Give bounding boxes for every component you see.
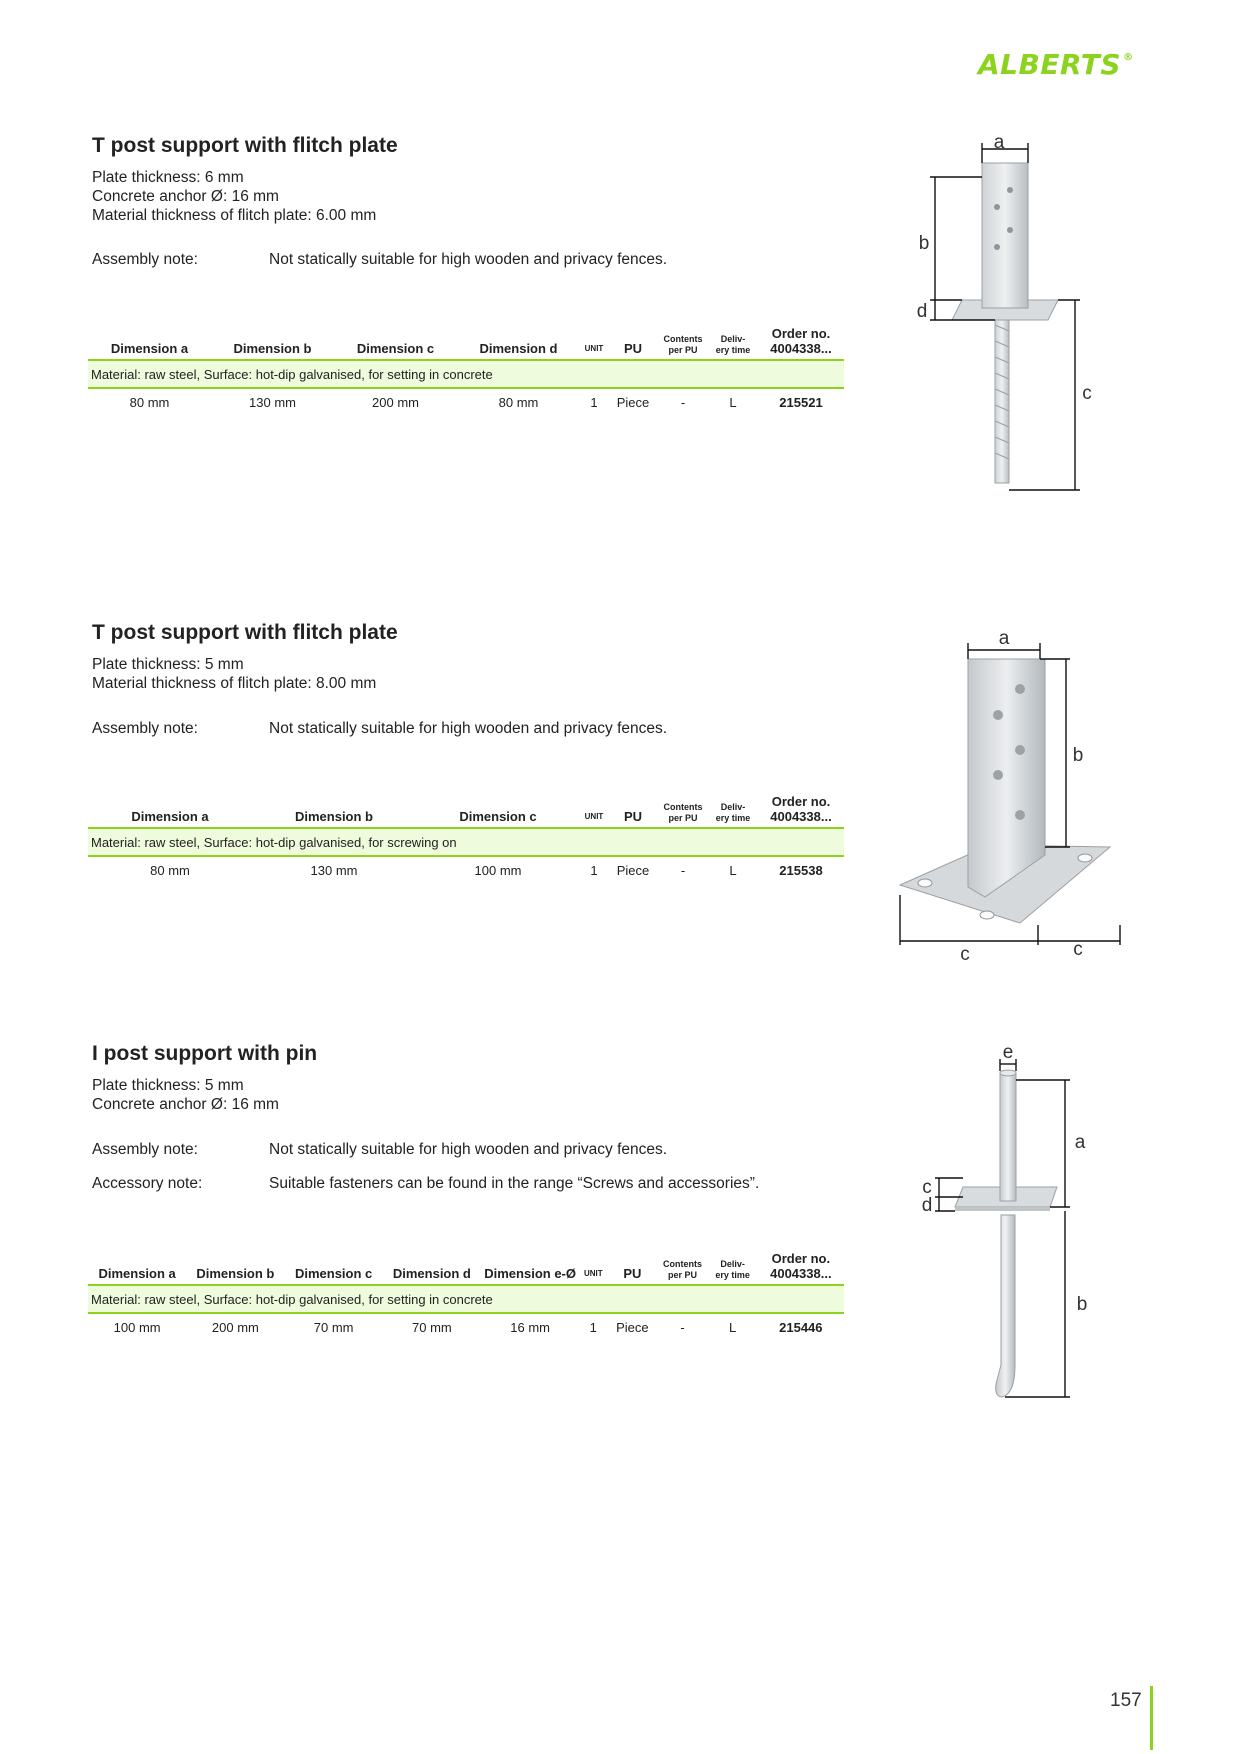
col-contents: Contents per PU <box>658 326 708 360</box>
dim-label-c: c <box>960 944 970 965</box>
col-dimension-c: Dimension c <box>334 326 457 360</box>
spec-line: Material thickness of flitch plate: 6.00 mm <box>92 207 377 224</box>
note-label: Assembly note: <box>92 720 198 737</box>
figure-t-post-pin <box>900 135 1130 495</box>
cell-dimension-a: 80 mm <box>129 395 170 410</box>
dim-label-d: d <box>921 1195 933 1216</box>
spec-line: Concrete anchor Ø: 16 mm <box>92 1096 279 1113</box>
col-order-no: Order no. 4004338... <box>758 1251 844 1285</box>
cell-delivery: L <box>729 1320 737 1335</box>
col-delivery: Deliv- ery time <box>708 1251 758 1285</box>
product-table-3 <box>88 1251 844 1341</box>
note-label: Assembly note: <box>92 1141 198 1158</box>
cell-order-no: 215521 <box>779 395 823 410</box>
cell-pu: Piece <box>616 1320 649 1335</box>
col-contents: Contents per PU <box>658 794 708 828</box>
spec-line: Concrete anchor Ø: 16 mm <box>92 188 279 205</box>
product-title: T post support with flitch plate <box>92 134 398 157</box>
cell-dimension-e: 16 mm <box>510 1320 550 1335</box>
col-order-no: Order no. 4004338... <box>758 794 844 828</box>
cell-dimension-b: 130 mm <box>249 395 296 410</box>
product-section-3 <box>92 1042 844 1193</box>
col-dimension-c: Dimension c <box>416 794 580 828</box>
cell-dimension-c: 70 mm <box>313 1320 354 1335</box>
dim-label-b: b <box>1076 1294 1088 1315</box>
cell-dimension-a: 80 mm <box>150 863 190 878</box>
table-row <box>88 388 844 416</box>
table-row <box>88 856 844 884</box>
col-unit: UNIT <box>580 326 608 360</box>
material-row <box>88 360 844 388</box>
cell-unit: 1 <box>590 395 598 410</box>
dim-label-a: a <box>1074 1132 1086 1153</box>
dim-label-b: b <box>1072 745 1084 766</box>
col-dimension-a: Dimension a <box>88 794 252 828</box>
dim-label-a: a <box>993 135 1005 153</box>
cell-dimension-d: 80 mm <box>498 395 539 410</box>
col-dimension-a: Dimension a <box>88 1251 186 1285</box>
dim-label-d: d <box>916 301 928 322</box>
cell-delivery: L <box>729 395 737 410</box>
cell-pu: Piece <box>616 863 650 878</box>
cell-order-no: 215538 <box>779 863 823 878</box>
col-unit: UNIT <box>579 1251 607 1285</box>
cell-dimension-a: 100 mm <box>113 1320 161 1335</box>
upper-pin <box>1000 1073 1016 1201</box>
page-number: 157 <box>1110 1690 1142 1711</box>
brand-logo <box>978 48 1132 81</box>
col-dimension-a: Dimension a <box>88 326 211 360</box>
material-row <box>88 1285 844 1313</box>
col-pu: PU <box>608 326 658 360</box>
brand-name: ALBERTS <box>978 48 1122 81</box>
cell-pu: Piece <box>616 395 650 410</box>
spec-line: Material thickness of flitch plate: 8.00 mm <box>92 675 377 692</box>
col-pu: PU <box>607 1251 657 1285</box>
cell-unit: 1 <box>589 1320 597 1335</box>
cell-dimension-c: 100 mm <box>474 863 522 878</box>
product-title: I post support with pin <box>92 1042 318 1065</box>
flitch-plate <box>968 659 1045 897</box>
note-text: Not statically suitable for high wooden and privacy fences. <box>269 251 668 268</box>
cell-contents: - <box>680 395 686 410</box>
assembly-note <box>92 720 844 738</box>
col-dimension-c: Dimension c <box>285 1251 383 1285</box>
assembly-note <box>92 1141 844 1159</box>
figure-i-post-pin <box>905 1045 1125 1415</box>
note-text: Not statically suitable for high wooden and privacy fences. <box>269 720 668 737</box>
flitch-plate <box>982 163 1028 308</box>
dim-label-b: b <box>918 233 930 254</box>
cell-unit: 1 <box>590 863 598 878</box>
page-number-accent-bar <box>1150 1686 1153 1750</box>
product-section-1 <box>92 134 844 269</box>
spec-line: Plate thickness: 5 mm <box>92 1077 244 1094</box>
col-delivery: Deliv- ery time <box>708 794 758 828</box>
cell-dimension-b: 130 mm <box>310 863 358 878</box>
table-header <box>88 326 844 360</box>
col-unit: UNIT <box>580 794 608 828</box>
spec-line: Plate thickness: 5 mm <box>92 656 244 673</box>
material-text: Material: raw steel, Surface: hot-dip galvanised, for screwing on <box>88 828 844 856</box>
cell-dimension-b: 200 mm <box>211 1320 259 1335</box>
material-row <box>88 828 844 856</box>
product-table-2 <box>88 794 844 884</box>
cell-contents: - <box>680 863 686 878</box>
product-title: T post support with flitch plate <box>92 621 398 644</box>
note-text: Not statically suitable for high wooden and privacy fences. <box>269 1141 668 1158</box>
table-header <box>88 794 844 828</box>
dim-label-c: c <box>1082 383 1092 404</box>
figure-t-post-screw <box>890 625 1140 965</box>
cell-contents: - <box>680 1320 685 1335</box>
col-dimension-e: Dimension e-Ø <box>481 1251 579 1285</box>
col-delivery: Deliv- ery time <box>708 326 758 360</box>
col-contents: Contents per PU <box>657 1251 707 1285</box>
col-dimension-b: Dimension b <box>211 326 334 360</box>
col-dimension-b: Dimension b <box>186 1251 284 1285</box>
cell-order-no: 215446 <box>779 1320 823 1335</box>
cell-dimension-c: 200 mm <box>372 395 419 410</box>
note-label: Assembly note: <box>92 251 198 268</box>
anchor-pin <box>996 1215 1015 1397</box>
spec-line: Plate thickness: 6 mm <box>92 169 244 186</box>
assembly-note <box>92 251 844 269</box>
note-text: Suitable fasteners can be found in the range “Screws and accessories”. <box>269 1175 760 1192</box>
col-pu: PU <box>608 794 658 828</box>
col-dimension-b: Dimension b <box>252 794 416 828</box>
product-table-1 <box>88 326 844 416</box>
registered-mark: ® <box>1123 52 1134 63</box>
product-section-2 <box>92 621 844 738</box>
cell-dimension-d: 70 mm <box>412 1320 452 1335</box>
col-dimension-d: Dimension d <box>383 1251 481 1285</box>
material-text: Material: raw steel, Surface: hot-dip galvanised, for setting in concrete <box>88 360 844 388</box>
table-header <box>88 1251 844 1285</box>
col-dimension-d: Dimension d <box>457 326 580 360</box>
note-label: Accessory note: <box>92 1175 203 1192</box>
cell-delivery: L <box>729 863 737 878</box>
material-text: Material: raw steel, Surface: hot-dip galvanised, for setting in concrete <box>88 1285 844 1313</box>
dim-label-c: c <box>922 1177 932 1198</box>
col-order-no: Order no. 4004338... <box>758 326 844 360</box>
dim-label-e: e <box>1002 1045 1014 1063</box>
table-row <box>88 1313 844 1341</box>
dim-label-a: a <box>998 628 1010 649</box>
accessory-note <box>92 1175 844 1193</box>
dim-label-c2: c <box>1073 939 1083 960</box>
